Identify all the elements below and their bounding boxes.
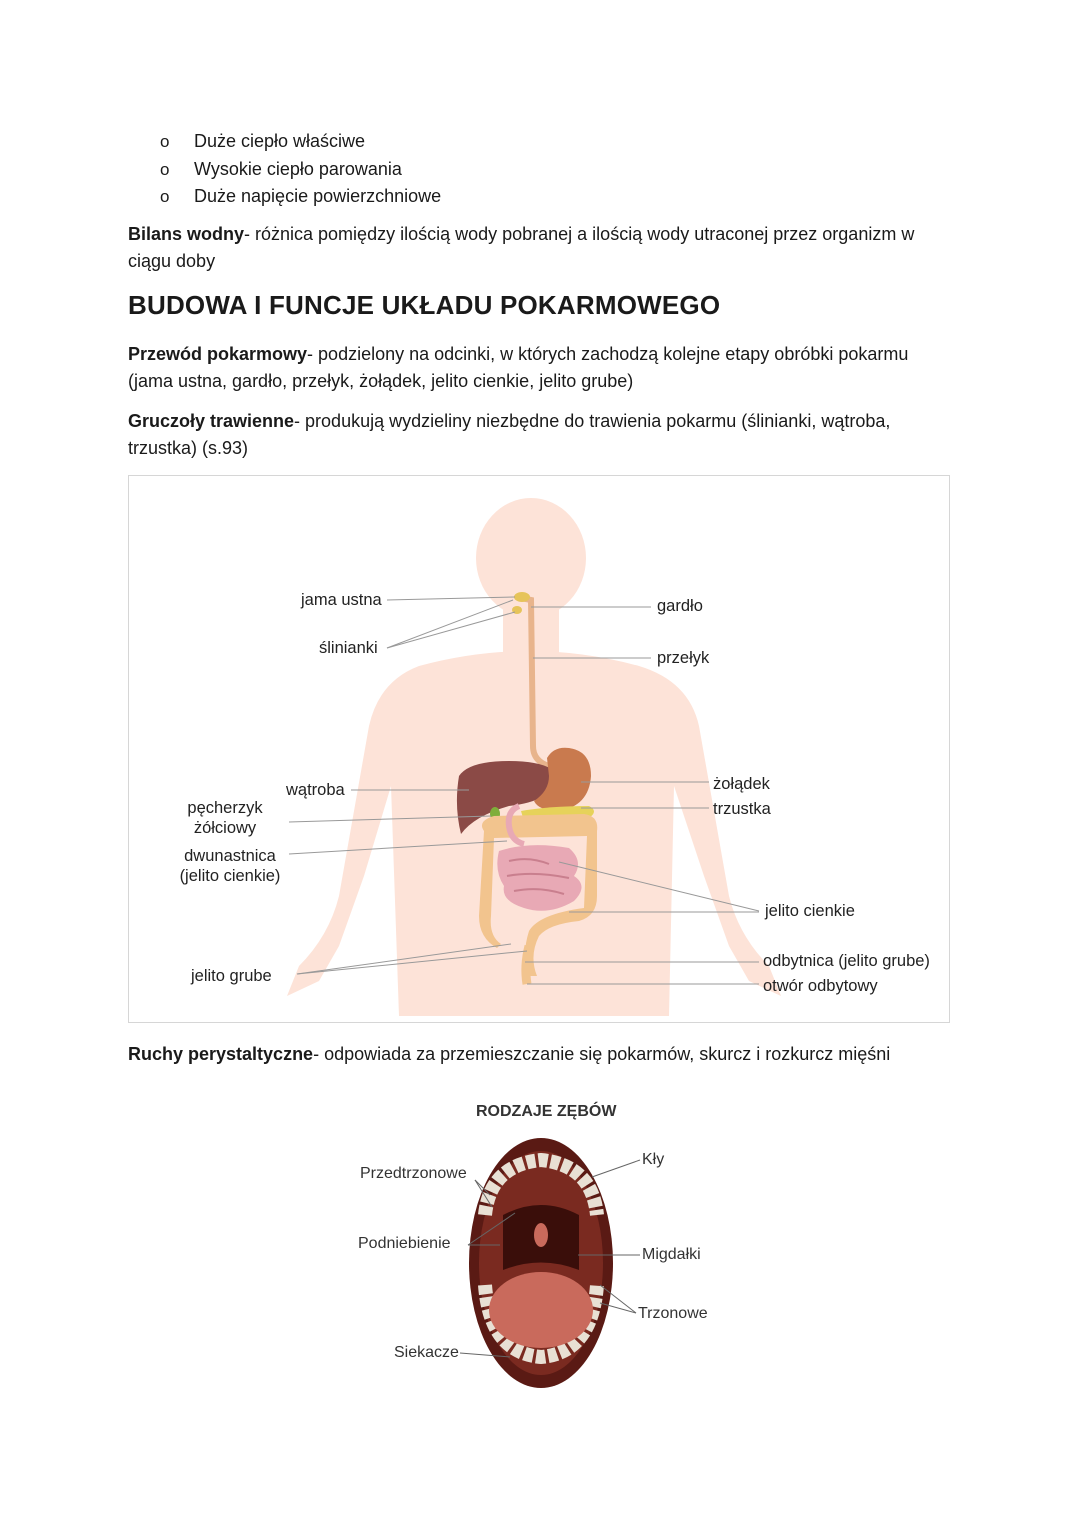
gruczoly-text: - produkują wydzieliny niezbędne do trawienia pokarmu (ślinianki, wątroba, trzustka) (s.93)	[128, 411, 891, 458]
list-item	[160, 156, 441, 184]
label-watroba: wątroba	[286, 781, 345, 799]
gruczoly-paragraph	[128, 408, 948, 461]
digestive-system-illustration	[129, 476, 949, 1022]
label-trzustka: trzustka	[713, 800, 771, 818]
label-odbytnica: odbytnica (jelito grube)	[763, 952, 930, 970]
list-item	[160, 128, 441, 156]
ruchy-paragraph	[128, 1041, 948, 1068]
bilans-paragraph	[128, 221, 948, 274]
tongue	[489, 1272, 593, 1348]
label-dwunastnica-line2: (jelito cienkie)	[179, 867, 281, 885]
label-trzonowe: Trzonowe	[638, 1305, 708, 1322]
bilans-text: - różnica pomiędzy ilością wody pobranej a ilością wody utraconej przez organizm w ciągu doby	[128, 224, 915, 271]
bullet-marker: o	[160, 159, 170, 179]
rectum	[526, 946, 529, 984]
list-item	[160, 183, 441, 211]
label-gardlo: gardło	[657, 597, 703, 615]
bilans-term: Bilans wodny	[128, 224, 245, 244]
label-migdalki: Migdałki	[642, 1246, 701, 1263]
list-item-text: Duże napięcie powierzchniowe	[194, 186, 442, 206]
ruchy-term: Ruchy perystaltyczne	[128, 1044, 314, 1064]
label-slinianki: ślinianki	[319, 639, 378, 657]
label-pecherzyk-line1: pęcherzyk	[187, 799, 263, 817]
label-podniebienie: Podniebienie	[358, 1235, 451, 1252]
label-kly: Kły	[642, 1151, 665, 1168]
label-dwunastnica-line1: dwunastnica	[184, 847, 276, 865]
properties-list	[160, 128, 441, 211]
label-zoladek: żołądek	[713, 775, 770, 793]
label-siekacze: Siekacze	[394, 1344, 459, 1361]
bullet-marker: o	[160, 132, 170, 151]
teeth-figure	[340, 1095, 740, 1395]
label-dwunastnica	[165, 846, 295, 886]
przewod-paragraph	[128, 341, 948, 394]
gruczoly-term: Gruczoły trawienne	[128, 411, 295, 431]
label-przelyk: przełyk	[657, 649, 710, 667]
digestive-system-figure	[128, 475, 950, 1023]
label-pecherzyk-line2: żółciowy	[193, 819, 257, 837]
bullet-marker: o	[160, 187, 170, 206]
list-item-text: Duże ciepło właściwe	[194, 131, 366, 151]
label-pecherzyk	[175, 798, 275, 838]
przewod-text: - podzielony na odcinki, w których zachodzą kolejne etapy obróbki pokarmu (jama ustna, gardło, przełyk, żołądek, jelito cienkie, jelito grube)	[128, 344, 909, 391]
przewod-term: Przewód pokarmowy	[128, 344, 308, 364]
label-jama-ustna: jama ustna	[301, 591, 382, 609]
label-przedtrzonowe: Przedtrzonowe	[360, 1165, 467, 1182]
section-heading: BUDOWA I FUNCJE UKŁADU POKARMOWEGO	[128, 290, 721, 320]
label-jelito-grube: jelito grube	[191, 967, 272, 985]
teeth-title: RODZAJE ZĘBÓW	[476, 1103, 617, 1120]
label-jelito-cienkie: jelito cienkie	[765, 902, 855, 920]
uvula	[534, 1223, 548, 1247]
list-item-text: Wysokie ciepło parowania	[194, 158, 402, 179]
label-otwor-odbytowy: otwór odbytowy	[763, 977, 878, 995]
ruchy-text: - odpowiada za przemieszczanie się pokarmów, skurcz i rozkurcz mięśni	[313, 1044, 891, 1064]
mouth-gland	[514, 592, 530, 602]
